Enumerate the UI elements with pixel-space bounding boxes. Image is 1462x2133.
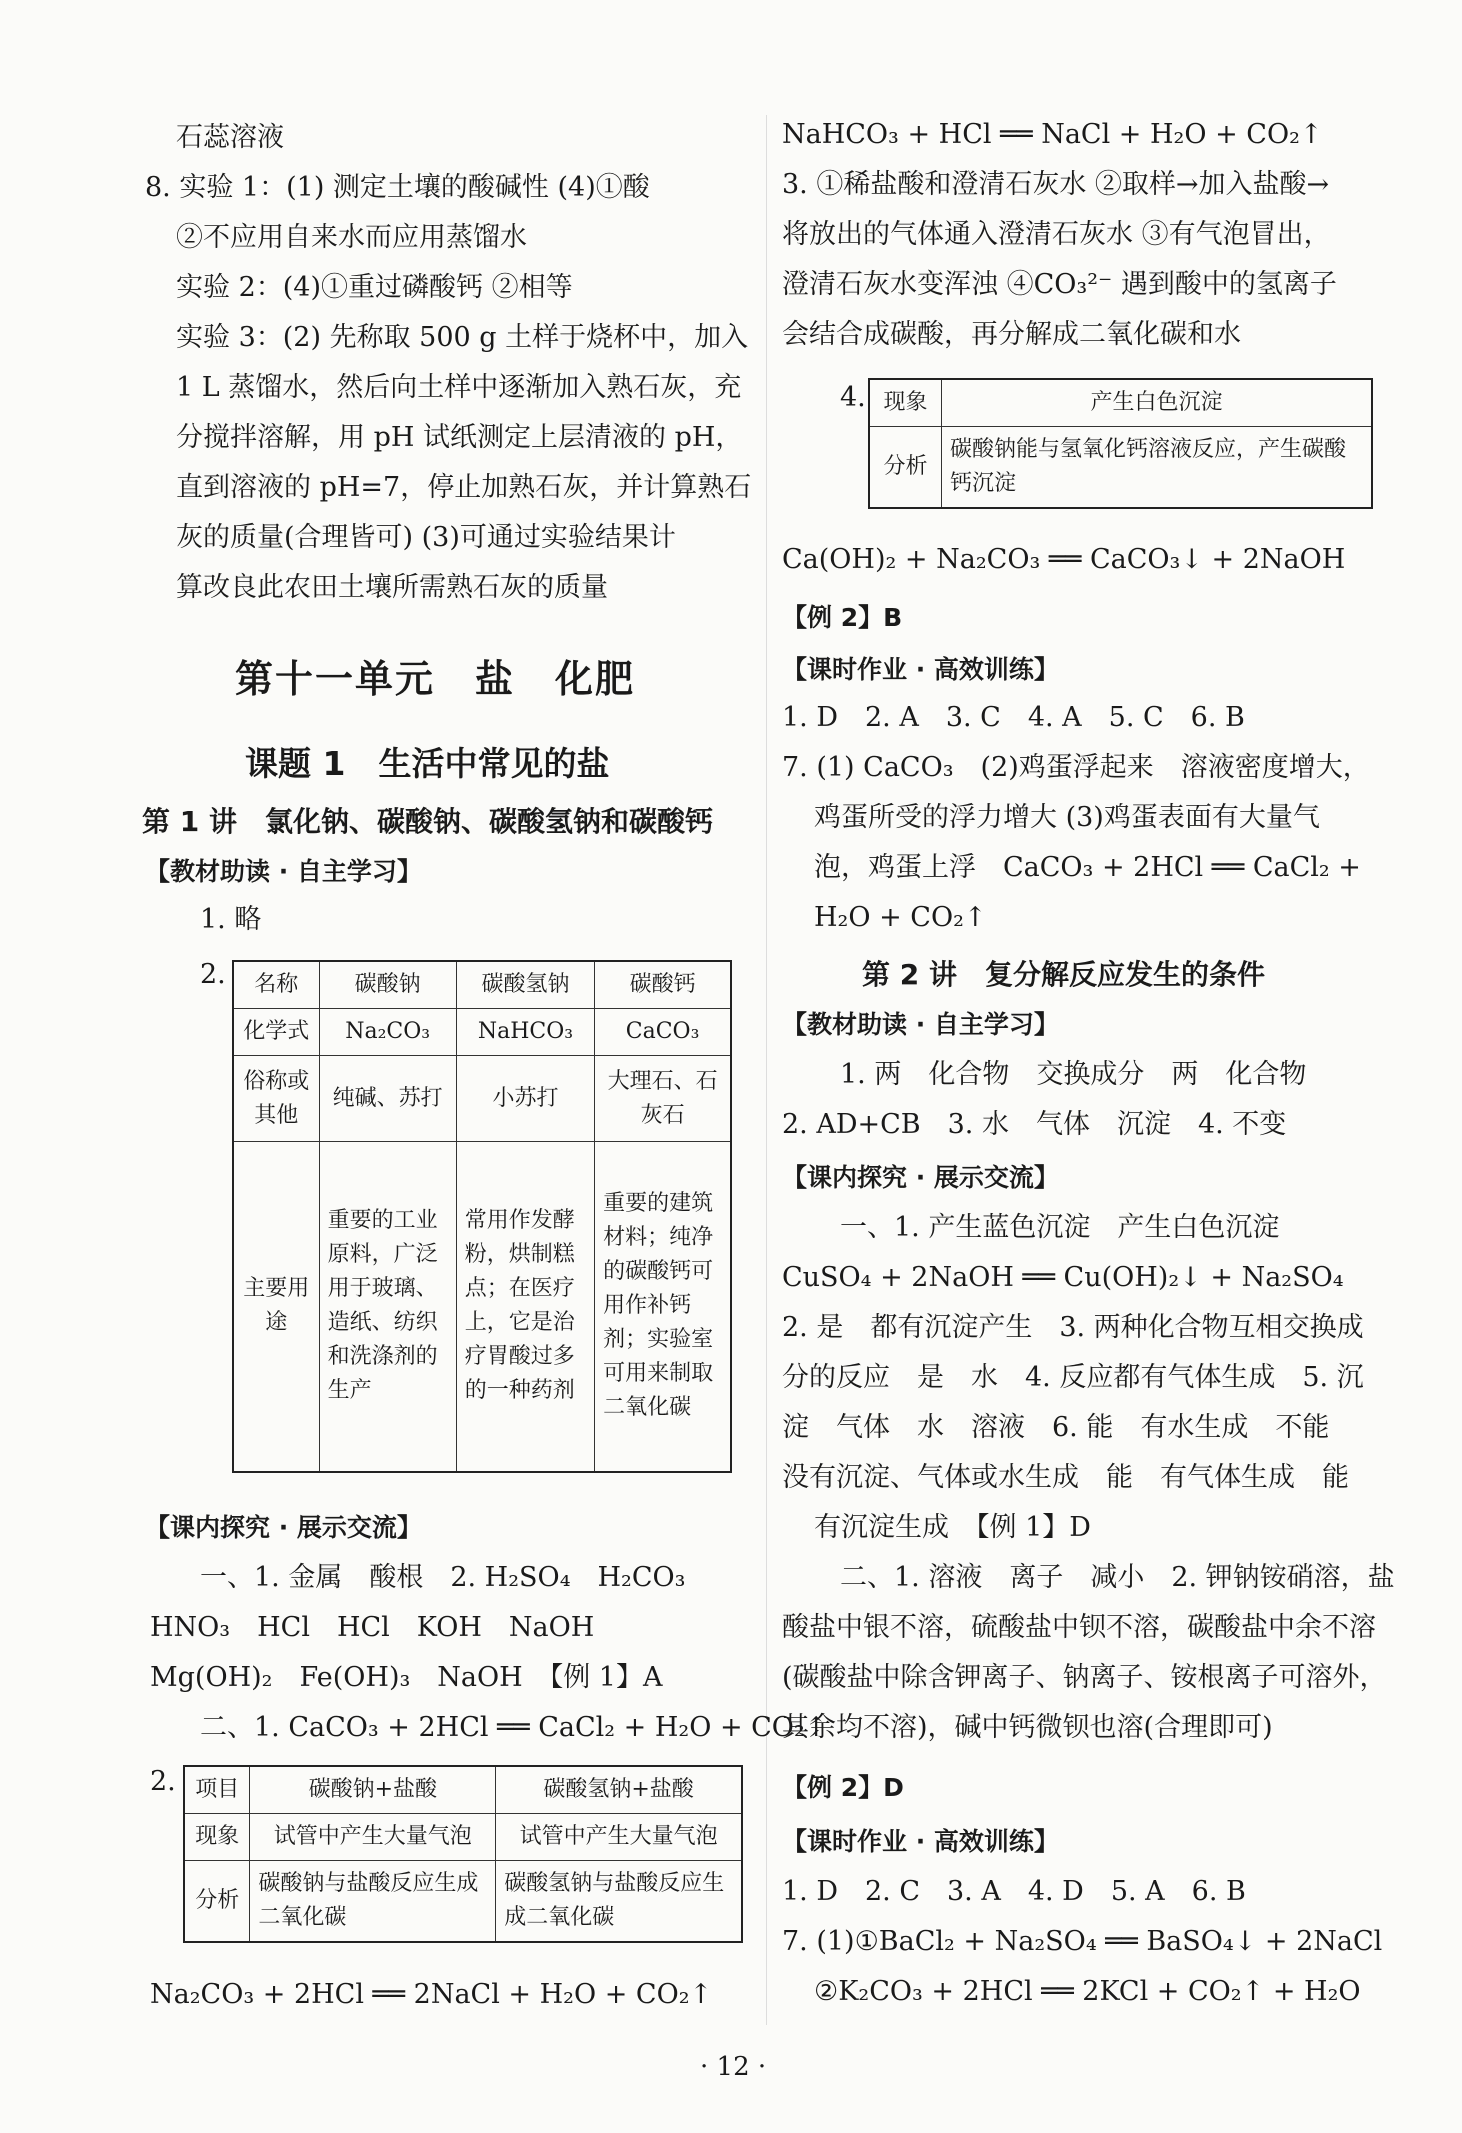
text-line: 酸盐中银不溶，硫酸盐中钡不溶，碳酸盐中余不溶 — [782, 1612, 1376, 1643]
text-line: 没有沉淀、气体或水生成 能 有气体生成 能 — [782, 1462, 1349, 1493]
text-line: 7. (1) CaCO₃ (2)鸡蛋浮起来 溶液密度增大， — [782, 752, 1370, 783]
text-line: 实验 3：(2) 先称取 500 g 土样于烧杯中，加入 — [176, 322, 749, 353]
reaction-table — [183, 1765, 743, 1943]
text-line: (碳酸盐中除含钾离子、钠离子、铵根离子可溶外， — [782, 1662, 1387, 1693]
page-number: · 12 · — [700, 2052, 767, 2082]
table-cell: 重要的建筑材料；纯净的碳酸钙可用作补钙剂；实验室可用来制取二氧化碳 — [595, 1142, 731, 1472]
text-line: ②K₂CO₃ + 2HCl ══ 2KCl + CO₂↑ + H₂O — [814, 1976, 1361, 2007]
text-line: 1. D 2. C 3. A 4. D 5. A 6. B — [782, 1876, 1246, 1907]
table-cell: 碳酸钠与盐酸反应生成二氧化碳 — [250, 1861, 496, 1943]
table-header: 碳酸钠+盐酸 — [250, 1766, 496, 1814]
text-line: 分的反应 是 水 4. 反应都有气体生成 5. 沉 — [782, 1362, 1364, 1393]
table-cell: 产生白色沉淀 — [942, 379, 1373, 427]
text-line: 一、1. 金属 酸根 2. H₂SO₄ H₂CO₃ — [200, 1562, 686, 1593]
text-line: 8. 实验 1：(1) 测定土壤的酸碱性 (4)①酸 — [145, 172, 650, 203]
example-answer: 【例 2】B — [782, 603, 903, 632]
text-line: NaHCO₃ + HCl ══ NaCl + H₂O + CO₂↑ — [782, 119, 1323, 150]
result-table — [868, 378, 1373, 509]
text-line: Ca(OH)₂ + Na₂CO₃ ══ CaCO₃↓ + 2NaOH — [782, 544, 1346, 575]
text-line: 1. 略 — [200, 904, 262, 935]
table-cell: 分析 — [869, 427, 942, 509]
text-line: 算改良此农田土壤所需熟石灰的质量 — [176, 572, 608, 603]
table-cell: 现象 — [184, 1814, 250, 1861]
table-cell: 碳酸钠能与氢氧化钙溶液反应，产生碳酸钙沉淀 — [942, 427, 1373, 509]
table-cell: 主要用途 — [233, 1142, 319, 1472]
table-cell: 俗称或其他 — [233, 1056, 319, 1142]
table-cell: 分析 — [184, 1861, 250, 1943]
text-line: 将放出的气体通入澄清石灰水 ③有气泡冒出， — [782, 219, 1331, 250]
text-line: 2. AD+CB 3. 水 气体 沉淀 4. 不变 — [782, 1109, 1287, 1140]
table-cell: Na₂CO₃ — [319, 1009, 456, 1056]
table-cell: 现象 — [869, 379, 942, 427]
table-cell: 大理石、石灰石 — [595, 1056, 731, 1142]
text-line: 直到溶液的 pH=7，停止加熟石灰，并计算熟石 — [176, 472, 752, 503]
section-heading: 【课时作业 · 高效训练】 — [782, 655, 1059, 684]
table-header: 名称 — [233, 961, 319, 1009]
text-line: 其余均不溶)，碱中钙微钡也溶(合理即可) — [782, 1712, 1273, 1743]
text-line: 2. 是 都有沉淀产生 3. 两种化合物互相交换成 — [782, 1312, 1364, 1343]
table-cell: 碳酸氢钠与盐酸反应生成二氧化碳 — [496, 1861, 742, 1943]
text-line: 二、1. CaCO₃ + 2HCl ══ CaCl₂ + H₂O + CO₂↑ — [200, 1712, 828, 1743]
section-heading: 【课内探究 · 展示交流】 — [145, 1513, 422, 1542]
table-cell: 常用作发酵粉，烘制糕点；在医疗上，它是治疗胃酸过多的一种药剂 — [456, 1142, 594, 1472]
item-number: 4. — [840, 382, 866, 413]
table-header: 碳酸钠 — [319, 961, 456, 1009]
text-line: 一、1. 产生蓝色沉淀 产生白色沉淀 — [840, 1212, 1280, 1243]
text-line: HNO₃ HCl HCl KOH NaOH — [150, 1612, 595, 1643]
example-answer: 【例 2】D — [782, 1773, 904, 1802]
table-cell: 试管中产生大量气泡 — [250, 1814, 496, 1861]
section-heading: 【课内探究 · 展示交流】 — [782, 1163, 1059, 1192]
lecture-title: 第 2 讲 复分解反应发生的条件 — [862, 958, 1265, 991]
text-line: ②不应用自来水而应用蒸馏水 — [176, 222, 527, 253]
section-heading: 【教材助读 · 自主学习】 — [782, 1010, 1059, 1039]
text-line: 3. ①稀盐酸和澄清石灰水 ②取样→加入盐酸→ — [782, 169, 1330, 200]
table-header: 碳酸氢钠 — [456, 961, 594, 1009]
text-line: 有沉淀生成 【例 1】D — [814, 1512, 1091, 1543]
unit-title: 第十一单元 盐 化肥 — [235, 657, 636, 701]
salts-table — [232, 960, 732, 1473]
item-number: 2. — [150, 1766, 176, 1797]
text-line: 石蕊溶液 — [176, 122, 284, 153]
text-line: 实验 2：(4)①重过磷酸钙 ②相等 — [176, 272, 573, 303]
text-line: 1. D 2. A 3. C 4. A 5. C 6. B — [782, 702, 1245, 733]
table-header: 碳酸钙 — [595, 961, 731, 1009]
lecture-title: 第 1 讲 氯化钠、碳酸钠、碳酸氢钠和碳酸钙 — [142, 805, 713, 838]
table-cell: CaCO₃ — [595, 1009, 731, 1056]
table-cell: NaHCO₃ — [456, 1009, 594, 1056]
text-line: H₂O + CO₂↑ — [814, 902, 987, 933]
text-line: CuSO₄ + 2NaOH ══ Cu(OH)₂↓ + Na₂SO₄ — [782, 1262, 1344, 1293]
text-line: Na₂CO₃ + 2HCl ══ 2NaCl + H₂O + CO₂↑ — [150, 1979, 713, 2010]
table-cell: 纯碱、苏打 — [319, 1056, 456, 1142]
text-line: 灰的质量(合理皆可) (3)可通过实验结果计 — [176, 522, 676, 553]
text-line: 鸡蛋所受的浮力增大 (3)鸡蛋表面有大量气 — [814, 802, 1320, 833]
text-line: Mg(OH)₂ Fe(OH)₃ NaOH 【例 1】A — [150, 1662, 663, 1693]
text-line: 分搅拌溶解，用 pH 试纸测定上层清液的 pH， — [176, 422, 743, 453]
text-line: 7. (1)①BaCl₂ + Na₂SO₄ ══ BaSO₄↓ + 2NaCl — [782, 1926, 1383, 1957]
text-line: 淀 气体 水 溶液 6. 能 有水生成 不能 — [782, 1412, 1330, 1443]
section-heading: 【教材助读 · 自主学习】 — [145, 857, 422, 886]
table-cell: 小苏打 — [456, 1056, 594, 1142]
text-line: 泡，鸡蛋上浮 CaCO₃ + 2HCl ══ CaCl₂ + — [814, 852, 1361, 883]
table-cell: 试管中产生大量气泡 — [496, 1814, 742, 1861]
table-cell: 重要的工业原料，广泛用于玻璃、造纸、纺织和洗涤剂的生产 — [319, 1142, 456, 1472]
lesson-title: 课题 1 生活中常见的盐 — [245, 744, 610, 783]
item-number: 2. — [200, 959, 226, 990]
text-line: 二、1. 溶液 离子 减小 2. 钾钠铵硝溶，盐 — [840, 1562, 1395, 1593]
table-header: 项目 — [184, 1766, 250, 1814]
section-heading: 【课时作业 · 高效训练】 — [782, 1827, 1059, 1856]
table-header: 碳酸氢钠+盐酸 — [496, 1766, 742, 1814]
text-line: 会结合成碳酸，再分解成二氧化碳和水 — [782, 319, 1241, 350]
table-cell: 化学式 — [233, 1009, 319, 1056]
text-line: 1 L 蒸馏水，然后向土样中逐渐加入熟石灰，充 — [176, 372, 742, 403]
text-line: 澄清石灰水变浑浊 ④CO₃²⁻ 遇到酸中的氢离子 — [782, 269, 1337, 300]
text-line: 1. 两 化合物 交换成分 两 化合物 — [840, 1059, 1307, 1090]
